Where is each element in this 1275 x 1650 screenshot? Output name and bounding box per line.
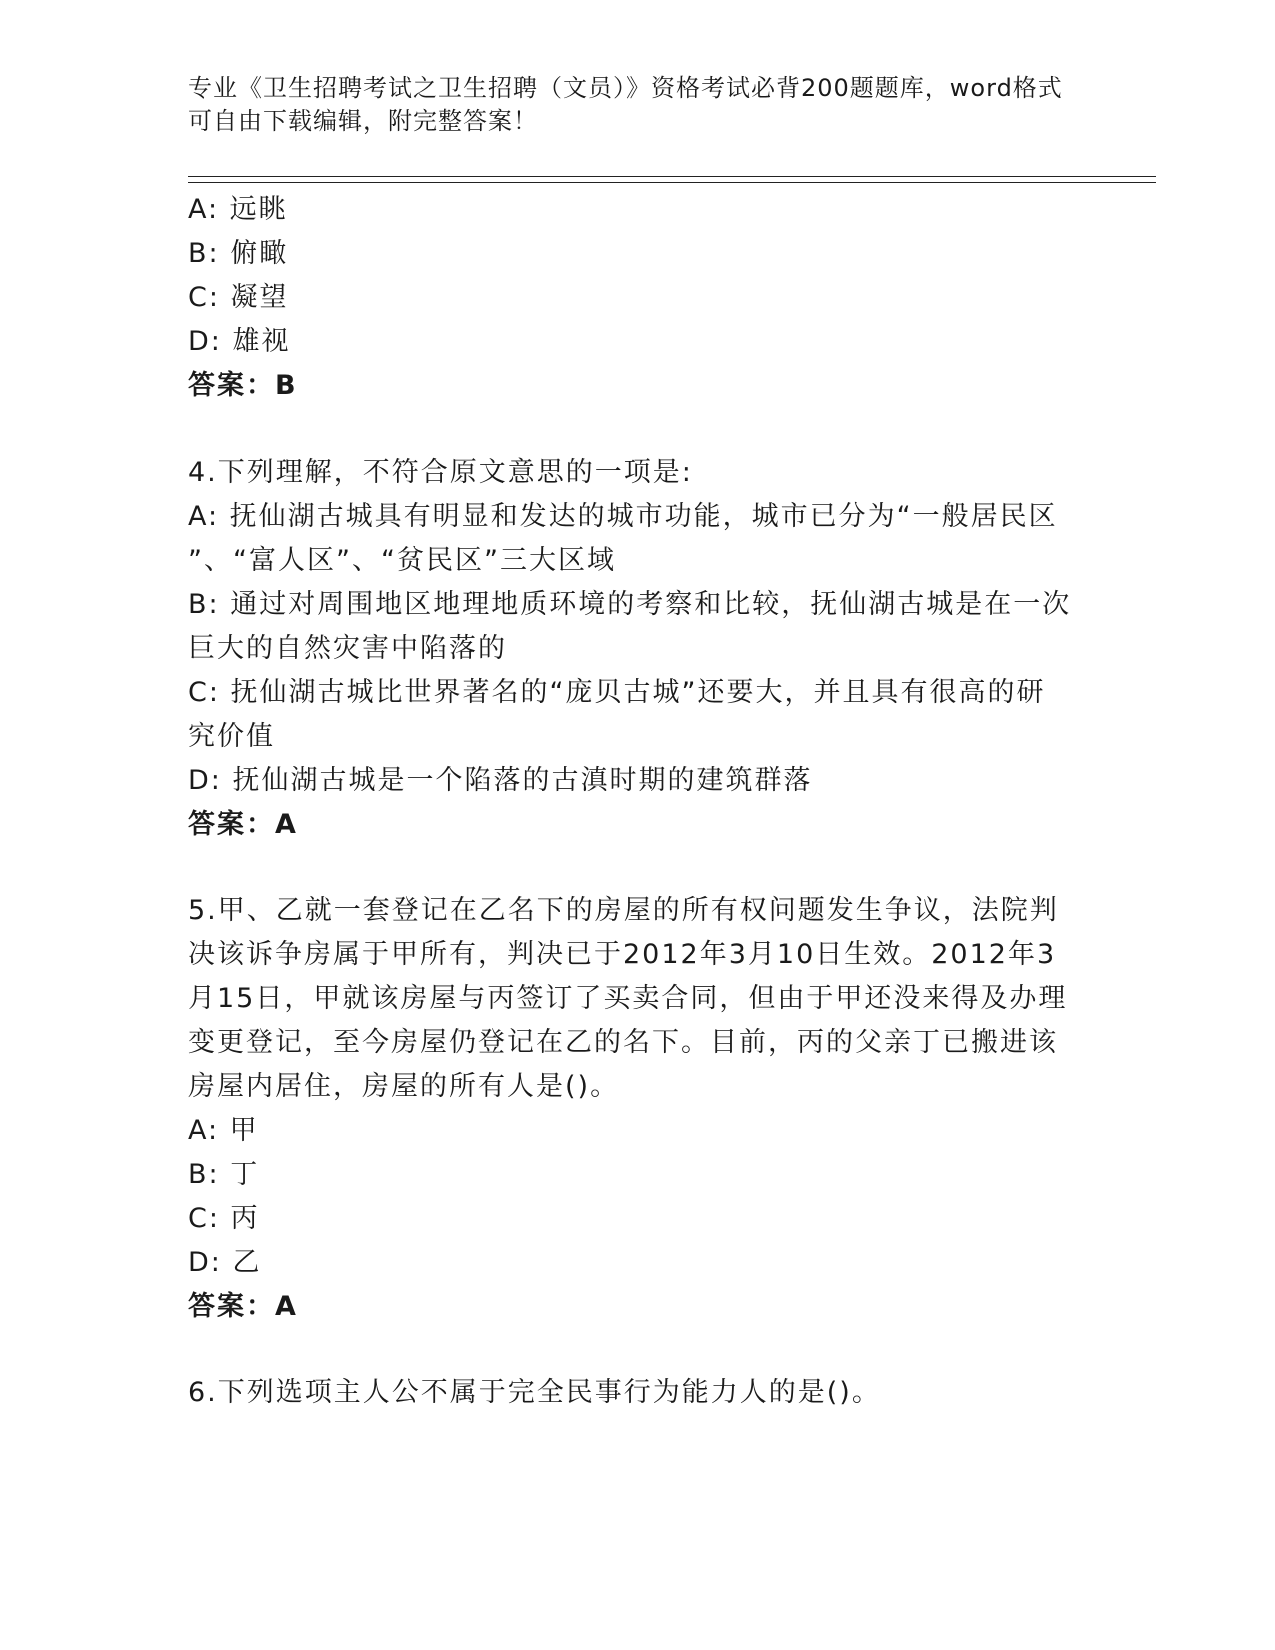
q5-answer: 答案：A [188, 1291, 298, 1322]
q5-option-c: C: 丙 [188, 1203, 260, 1234]
q4-stem: 4.下列理解，不符合原文意思的一项是: [188, 457, 693, 488]
q4-option-d: D: 抚仙湖古城是一个陷落的古滇时期的建筑群落 [188, 765, 813, 796]
q6-stem: 6.下列选项主人公不属于完全民事行为能力人的是()。 [188, 1377, 881, 1408]
q4-answer: 答案：A [188, 809, 298, 840]
q3-option-a: A: 远眺 [188, 194, 288, 225]
q5-stem-line-4: 变更登记，至今房屋仍登记在乙的名下。目前，丙的父亲丁已搬进该 [188, 1027, 1058, 1058]
header-line-1: 专业《卫生招聘考试之卫生招聘（文员）》资格考试必背200题题库，word格式 [188, 74, 1063, 102]
q3-option-d: D: 雄视 [188, 326, 291, 357]
q4-option-a-line-1: A: 抚仙湖古城具有明显和发达的城市功能，城市已分为“一般居民区 [188, 501, 1058, 532]
q4-option-c-line-1: C: 抚仙湖古城比世界著名的“庞贝古城”还要大，并且具有很高的研 [188, 677, 1046, 708]
q3-answer: 答案：B [188, 370, 298, 401]
header-divider-bottom [188, 182, 1156, 183]
q4-option-b-line-2: 巨大的自然灾害中陷落的 [188, 633, 507, 664]
q4-option-b-line-1: B: 通过对周围地区地理地质环境的考察和比较，抚仙湖古城是在一次 [188, 589, 1072, 620]
q5-stem-line-2: 决该诉争房属于甲所有，判决已于2012年3月10日生效。2012年3 [188, 939, 1057, 970]
q4-option-a-line-2: ”、“富人区”、“贫民区”三大区域 [188, 545, 616, 576]
q3-option-c: C: 凝望 [188, 282, 289, 313]
q4-option-c-line-2: 究价值 [188, 721, 275, 752]
header-line-2: 可自由下载编辑，附完整答案！ [188, 107, 538, 135]
q5-option-a: A: 甲 [188, 1115, 259, 1146]
q3-option-b: B: 俯瞰 [188, 238, 289, 269]
q5-stem-line-5: 房屋内居住，房屋的所有人是()。 [188, 1071, 620, 1102]
document-header [188, 72, 1088, 138]
q5-stem-line-1: 5.甲、乙就一套登记在乙名下的房屋的所有权问题发生争议，法院判 [188, 895, 1059, 926]
q5-option-b: B: 丁 [188, 1159, 260, 1190]
q5-option-d: D: 乙 [188, 1247, 262, 1278]
header-divider-top [188, 176, 1156, 177]
q5-stem-line-3: 月15日，甲就该房屋与丙签订了买卖合同，但由于甲还没来得及办理 [188, 983, 1068, 1014]
